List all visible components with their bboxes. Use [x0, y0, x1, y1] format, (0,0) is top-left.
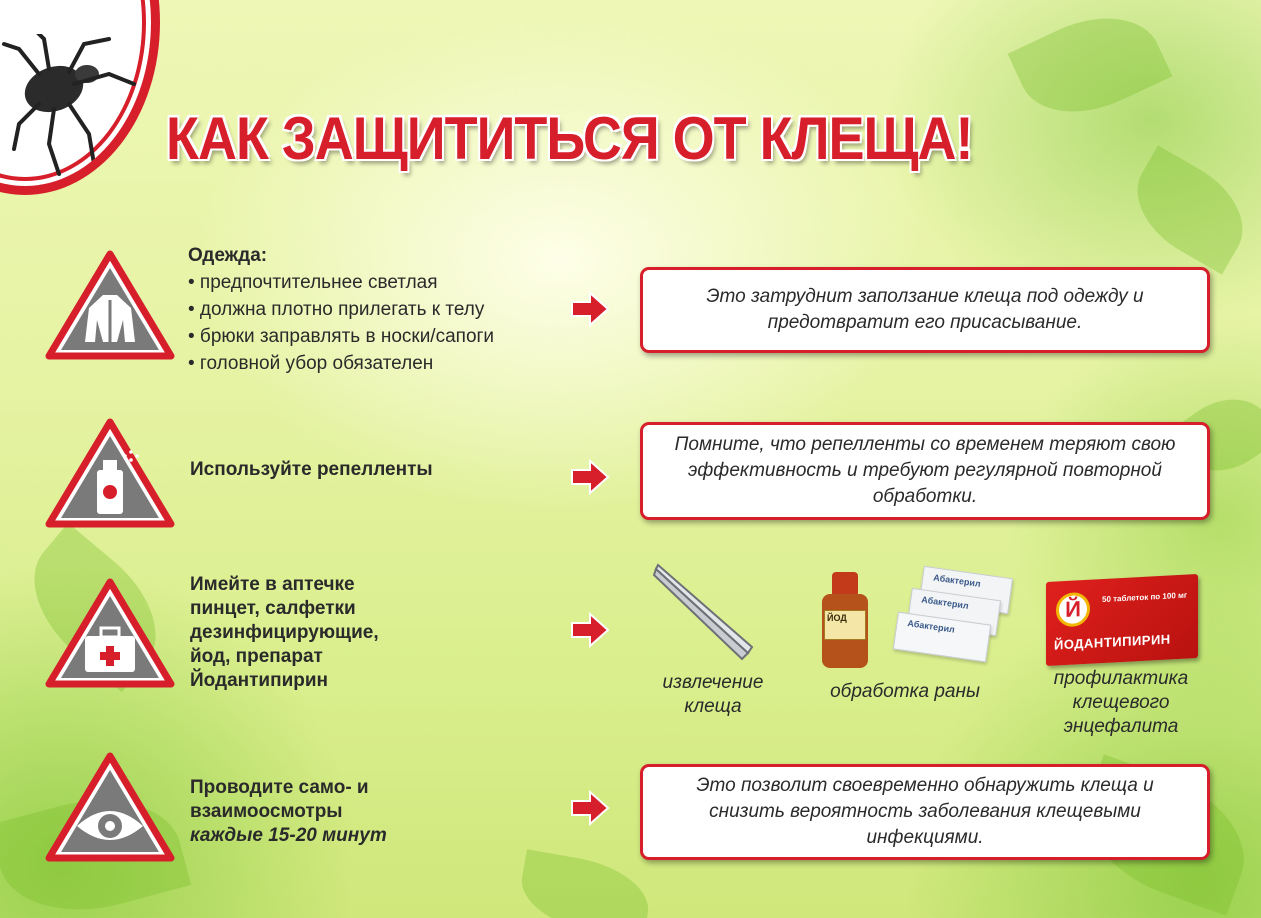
tweezers-caption-line: клеща: [684, 696, 742, 717]
clothing-note: Это затруднит заползание клеща под одежду и предотвратит его присасывание.: [706, 286, 1144, 333]
iodantipyrin-logo: Й: [1056, 592, 1090, 628]
first-aid-line: дезинфицирующие,: [190, 622, 379, 643]
first-aid-text: [190, 573, 379, 693]
inspection-note: Это позволит своевременно обнаружить клеща и снизить вероятность заболевания клещевыми инфекциями.: [696, 775, 1154, 848]
wipe-label: Абактерил: [907, 588, 1001, 636]
background-leaf: [515, 849, 655, 918]
first-aid-line: йод, препарат: [190, 646, 323, 667]
clothing-heading: Одежда:: [188, 245, 268, 266]
first-aid-line: Имейте в аптечке: [190, 574, 355, 595]
antiseptic-wipes: [895, 572, 1013, 662]
clothing-text: [188, 242, 494, 377]
first-aid-line: пинцет, салфетки: [190, 598, 356, 619]
drug-name: ЙОДАНТИПИРИН: [1054, 631, 1171, 653]
arrow-right-icon: [570, 612, 610, 648]
tweezers-icon: [652, 563, 757, 663]
spray-can-warning-icon: [45, 418, 175, 530]
inspection-line: взаимоосмотры: [190, 801, 343, 822]
jacket-warning-icon: [45, 250, 175, 362]
first-aid-kit-warning-icon: [45, 578, 175, 690]
clothing-bullet: • брюки заправлять в носки/сапоги: [188, 326, 495, 347]
wound-caption: обработка раны: [830, 681, 980, 702]
drug-caption-line: клещевого: [1072, 692, 1170, 713]
clothing-note-box: [640, 267, 1210, 353]
iodine-bottle: [820, 572, 870, 668]
arrow-right-icon: [570, 790, 610, 826]
drug-caption-line: профилактика: [1053, 668, 1189, 689]
clothing-bullet: • головной убор обязателен: [188, 353, 434, 374]
inspection-note-box: [640, 764, 1210, 860]
arrow-right-icon: [570, 459, 610, 495]
clothing-bullet: • должна плотно прилегать к телу: [188, 299, 485, 320]
wipe-label: Абактерил: [893, 612, 991, 663]
inspection-emphasis: каждые 15-20 минут: [190, 825, 387, 846]
inspection-text: [190, 776, 387, 848]
iodantipyrin-box: [1046, 574, 1198, 666]
tick-icon: [0, 34, 149, 184]
repellent-note: Помните, что репелленты со временем теряют свою эффективность и требуют регулярной повторной обработки.: [674, 434, 1176, 507]
arrow-right-icon: [570, 291, 610, 327]
inspection-line: Проводите само- и: [190, 777, 369, 798]
iodine-label: ЙОД: [824, 610, 866, 640]
drug-caption: [1036, 667, 1206, 739]
repellent-text: Используйте репелленты: [190, 459, 433, 480]
clothing-bullet: • предпочтительнее светлая: [188, 272, 438, 293]
wipe-label: Абактерил: [919, 566, 1013, 614]
drug-count: 50 таблеток по 100 мг: [1102, 590, 1188, 605]
background-leaf: [1118, 145, 1261, 274]
first-aid-line: Йодантипирин: [190, 670, 329, 691]
repellent-note-box: [640, 422, 1210, 520]
tweezers-caption: [648, 671, 778, 719]
tweezers-caption-line: извлечение: [662, 672, 764, 693]
tick-badge: [0, 0, 160, 195]
page-title: КАК ЗАЩИТИТЬСЯ ОТ КЛЕЩА!: [166, 105, 973, 173]
eye-warning-icon: [45, 752, 175, 864]
drug-caption-line: энцефалита: [1063, 716, 1179, 737]
